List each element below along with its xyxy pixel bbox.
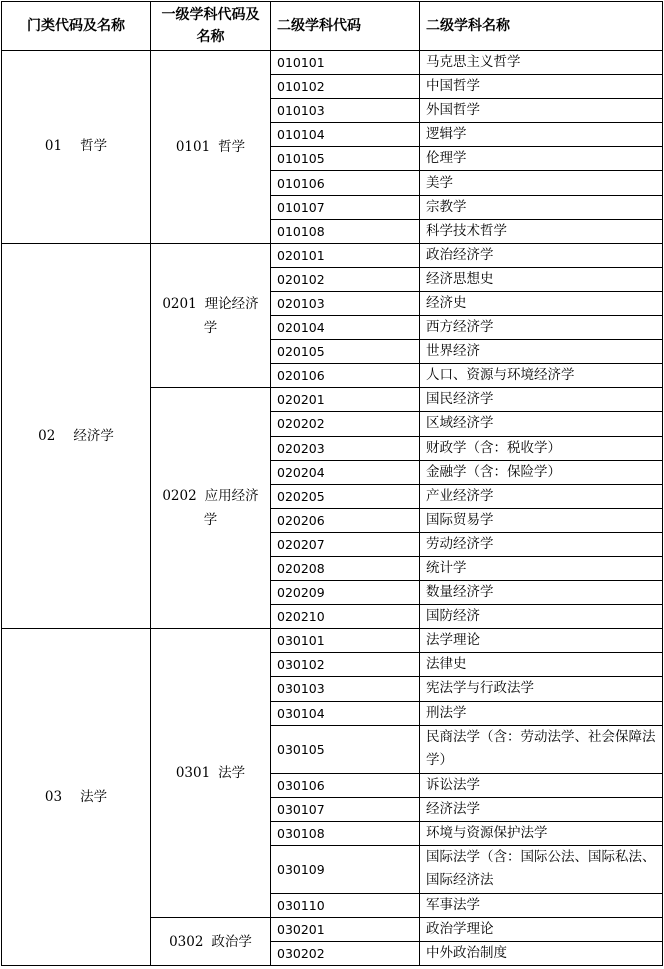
second-level-name: 法律史: [420, 653, 663, 677]
second-level-code: 030105: [271, 725, 420, 773]
table-header: [2, 2, 663, 51]
second-level-code: 030107: [271, 797, 420, 821]
category-cell: [2, 629, 151, 966]
second-level-name: 经济法学: [420, 797, 663, 821]
second-level-name: 刑法学: [420, 701, 663, 725]
second-level-code: 020201: [271, 388, 420, 412]
second-level-name: 民商法学（含：劳动法学、社会保障法学）: [420, 725, 663, 773]
second-level-name: 财政学（含：税收学）: [420, 436, 663, 460]
second-level-name: 外国哲学: [420, 99, 663, 123]
second-level-name: 环境与资源保护法学: [420, 821, 663, 845]
category-cell: [2, 243, 151, 629]
first-level-name: 哲学: [218, 138, 246, 155]
second-level-name: 政治学理论: [420, 918, 663, 942]
second-level-code: 010103: [271, 99, 420, 123]
second-level-code: 020202: [271, 412, 420, 436]
table-row: [2, 51, 663, 75]
second-level-name: 西方经济学: [420, 316, 663, 340]
second-level-name: 宪法学与行政法学: [420, 677, 663, 701]
second-level-code: 010105: [271, 147, 420, 171]
header-second-code: 二级学科代码: [271, 2, 420, 51]
header-first-level: 一级学科代码及名称: [151, 2, 271, 51]
second-level-name: 国际贸易学: [420, 508, 663, 532]
first-level-code: 0101: [175, 138, 211, 155]
second-level-name: 金融学（含：保险学）: [420, 460, 663, 484]
second-level-code: 020205: [271, 484, 420, 508]
second-level-code: 030108: [271, 821, 420, 845]
second-level-name: 军事法学: [420, 893, 663, 917]
second-level-code: 020104: [271, 316, 420, 340]
second-level-code: 030202: [271, 942, 420, 966]
first-level-name: 理论经济学: [203, 295, 259, 336]
second-level-name: 诉讼法学: [420, 773, 663, 797]
header-second-name: 二级学科名称: [420, 2, 663, 51]
first-level-cell: [151, 918, 271, 966]
category-cell: [2, 51, 151, 244]
first-level-name: 应用经济学: [203, 488, 259, 529]
second-level-code: 020101: [271, 243, 420, 267]
second-level-name: 劳动经济学: [420, 532, 663, 556]
second-level-name: 马克思主义哲学: [420, 51, 663, 75]
second-level-code: 020106: [271, 364, 420, 388]
table-row: [2, 629, 663, 653]
discipline-table: [1, 1, 663, 966]
category-code: 01: [44, 138, 63, 155]
second-level-code: 010101: [271, 51, 420, 75]
second-level-name: 国防经济: [420, 605, 663, 629]
first-level-name: 法学: [218, 765, 246, 782]
first-level-cell: [151, 51, 271, 244]
first-level-name: 政治学: [211, 933, 252, 950]
second-level-name: 法学理论: [420, 629, 663, 653]
second-level-name: 科学技术哲学: [420, 219, 663, 243]
first-level-code: 0302: [169, 933, 204, 950]
second-level-code: 030102: [271, 653, 420, 677]
second-level-name: 经济史: [420, 291, 663, 315]
second-level-name: 人口、资源与环境经济学: [420, 364, 663, 388]
category-code: 02: [38, 427, 56, 444]
category-name: 法学: [80, 788, 108, 805]
second-level-code: 030201: [271, 918, 420, 942]
second-level-code: 030101: [271, 629, 420, 653]
second-level-code: 010107: [271, 195, 420, 219]
category-name: 经济学: [73, 427, 114, 444]
second-level-code: 030110: [271, 893, 420, 917]
header-category: 门类代码及名称: [2, 2, 151, 51]
first-level-cell: [151, 388, 271, 629]
second-level-code: 030106: [271, 773, 420, 797]
second-level-name: 国民经济学: [420, 388, 663, 412]
second-level-code: 020105: [271, 340, 420, 364]
second-level-name: 中国哲学: [420, 75, 663, 99]
second-level-code: 010102: [271, 75, 420, 99]
first-level-cell: [151, 629, 271, 918]
second-level-name: 产业经济学: [420, 484, 663, 508]
second-level-code: 010108: [271, 219, 420, 243]
second-level-name: 统计学: [420, 556, 663, 580]
second-level-name: 美学: [420, 171, 663, 195]
second-level-code: 020103: [271, 291, 420, 315]
second-level-code: 020209: [271, 581, 420, 605]
second-level-name: 国际法学（含：国际公法、国际私法、国际经济法: [420, 845, 663, 893]
second-level-name: 宗教学: [420, 195, 663, 219]
second-level-name: 逻辑学: [420, 123, 663, 147]
second-level-code: 020203: [271, 436, 420, 460]
second-level-name: 世界经济: [420, 340, 663, 364]
first-level-code: 0201: [162, 295, 197, 312]
first-level-code: 0301: [175, 765, 211, 782]
second-level-name: 经济思想史: [420, 267, 663, 291]
second-level-code: 020102: [271, 267, 420, 291]
second-level-name: 区域经济学: [420, 412, 663, 436]
second-level-name: 数量经济学: [420, 581, 663, 605]
second-level-code: 030109: [271, 845, 420, 893]
category-code: 03: [44, 788, 63, 805]
second-level-code: 020207: [271, 532, 420, 556]
second-level-name: 政治经济学: [420, 243, 663, 267]
second-level-code: 030104: [271, 701, 420, 725]
second-level-code: 020206: [271, 508, 420, 532]
first-level-code: 0202: [162, 488, 197, 505]
second-level-code: 020204: [271, 460, 420, 484]
second-level-code: 020208: [271, 556, 420, 580]
table-body: [2, 51, 663, 966]
first-level-cell: [151, 243, 271, 388]
second-level-code: 020210: [271, 605, 420, 629]
second-level-code: 010106: [271, 171, 420, 195]
second-level-name: 伦理学: [420, 147, 663, 171]
second-level-code: 030103: [271, 677, 420, 701]
category-name: 哲学: [80, 138, 108, 155]
table-row: [2, 243, 663, 267]
second-level-name: 中外政治制度: [420, 942, 663, 966]
second-level-code: 010104: [271, 123, 420, 147]
